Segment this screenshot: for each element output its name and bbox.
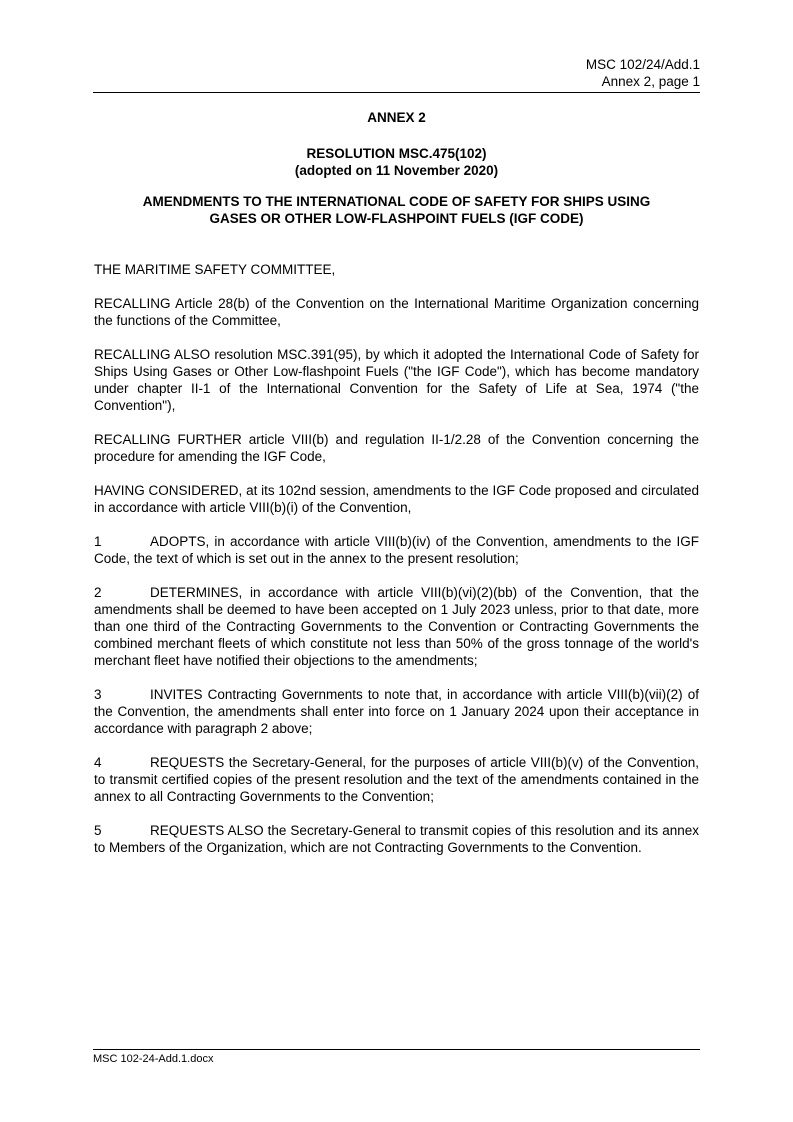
footer-filename: MSC 102-24-Add.1.docx <box>93 1053 214 1065</box>
committee-line: THE MARITIME SAFETY COMMITTEE, <box>94 262 336 277</box>
footer-divider <box>93 1049 700 1050</box>
amendments-title-line-1: AMENDMENTS TO THE INTERNATIONAL CODE OF SAFETY FOR SHIPS USING <box>142 194 651 209</box>
preamble-recalling-also: RECALLING ALSO resolution MSC.391(95), by which it adopted the International Code of Safety for Ships Using Gases or Other Low-flashpoint Fuels ("the IGF Code"), which has become mandatory under chapter II-1 of the International Convention for the Safety of Life at Sea, 1974 ("the Convention"), <box>94 347 699 413</box>
operative-paragraph-1 <box>94 533 699 567</box>
page-reference: Annex 2, page 1 <box>601 74 700 89</box>
resolution-number: RESOLUTION MSC.475(102) <box>306 146 487 161</box>
page-header <box>586 56 700 90</box>
resolution-heading <box>93 145 700 179</box>
paragraph-text: ADOPTS, in accordance with article VIII(b)(iv) of the Convention, amendments to the IGF Code, the text of which is set out in the annex to the present resolution; <box>94 534 699 566</box>
resolution-body <box>94 261 699 873</box>
paragraph-number: 4 <box>94 755 102 770</box>
preamble-recalling-further: RECALLING FURTHER article VIII(b) and regulation II-1/2.28 of the Convention concerning the procedure for amending the IGF Code, <box>94 432 699 464</box>
amendments-title <box>93 193 700 227</box>
paragraph-number: 5 <box>94 823 102 838</box>
preamble-having-considered: HAVING CONSIDERED, at its 102nd session, amendments to the IGF Code proposed and circulated in accordance with article VIII(b)(i) of the Convention, <box>94 483 699 515</box>
paragraph-text: REQUESTS ALSO the Secretary-General to transmit copies of this resolution and its annex to Members of the Organization, which are not Contracting Governments to the Convention. <box>94 823 699 855</box>
operative-paragraph-5 <box>94 822 699 856</box>
paragraph-number: 2 <box>94 585 102 600</box>
paragraph-text: REQUESTS the Secretary-General, for the purposes of article VIII(b)(v) of the Convention, to transmit certified copies of the present resolution and the text of the amendments contained in the annex to all Contracting Governments to the Convention; <box>94 755 699 804</box>
adoption-date: (adopted on 11 November 2020) <box>294 163 499 178</box>
header-divider <box>93 92 700 93</box>
paragraph-text: INVITES Contracting Governments to note that, in accordance with article VIII(b)(vii)(2) of the Convention, the amendments shall enter into force on 1 January 2024 upon their acceptance in accordance with paragraph 2 above; <box>94 687 699 736</box>
operative-paragraph-2 <box>94 584 699 669</box>
paragraph-number: 3 <box>94 687 102 702</box>
annex-title: ANNEX 2 <box>367 110 426 125</box>
operative-paragraph-3 <box>94 686 699 737</box>
preamble-recalling: RECALLING Article 28(b) of the Convention on the International Maritime Organization concerning the functions of the Committee, <box>94 296 699 328</box>
amendments-title-line-2: GASES OR OTHER LOW-FLASHPOINT FUELS (IGF CODE) <box>209 211 584 226</box>
document-reference: MSC 102/24/Add.1 <box>585 57 700 72</box>
paragraph-text: DETERMINES, in accordance with article VIII(b)(vi)(2)(bb) of the Convention, that the amendments shall be deemed to have been accepted on 1 July 2023 unless, prior to that date, more than one third of the Contracting Governments to the Convention or Contracting Governments the combined merchant fleets of which constitute not less than 50% of the gross tonnage of the world's merchant fleet have notified their objections to the amendments; <box>94 585 699 668</box>
paragraph-number: 1 <box>94 534 102 549</box>
operative-paragraph-4 <box>94 754 699 805</box>
